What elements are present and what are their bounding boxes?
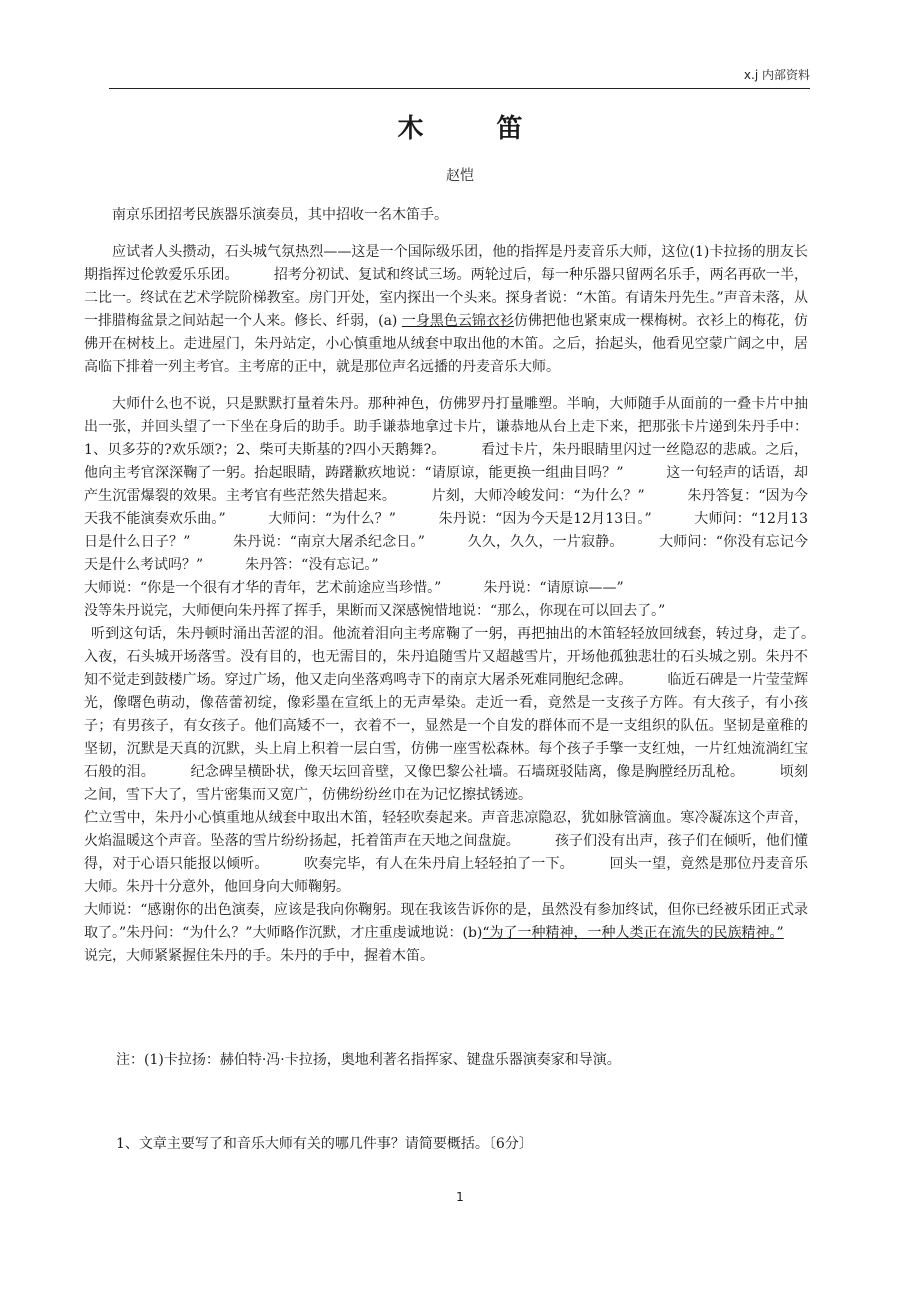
intro-block [84, 204, 808, 227]
paragraph-7 [84, 899, 826, 968]
paragraph-5: 听到这句话，朱丹顿时涌出苦涩的泪。他流着泪向主考席鞠了一躬，再把抽出的木笛轻轻放回绒套，转过身，走了。 入夜，石头城开场落雪。没有目的，也无需目的，朱丹追随雪片又超越雪片，开场他孤独悲壮的石头城之别。朱丹不知不觉走到鼓楼广场。穿过广场，他又走向坐落鸡鸣寺下的南京大屠杀死难同胞纪念碑。 临近石碑是一片莹莹辉光，像曙色萌动，像蓓蕾初绽，像彩墨在宣纸上的无声晕染。走近一看，竟然是一支孩子方阵。有大孩子，有小孩子；有男孩子，有女孩子。他们高矮不一，衣着不一，显然是一个自发的群体而不是一支组织的队伍。坚韧是童稚的坚韧，沉默是天真的沉默，头上肩上积着一层白雪，仿佛一座雪松森林。每个孩子手擎一支红烛，一片红烛流淌红宝石般的泪。 纪念碑呈横卧状，像天坛回音壁，又像巴黎公社墙。石墙斑驳陆离，像是胸膛经历乱枪。 顷刻之间，雪下大了，雪片密集而又宽广，仿佛纷纷丝巾在为记忆擦拭锈迹。 [84, 626, 850, 803]
article-title: 木 笛 [397, 114, 555, 144]
paragraph-1-text-b: 仿佛把他也紧束成一棵梅树。衣衫上的梅花，仿佛开在树枝上。走进屋门，朱丹站定，小心慎重地从绒套中取出他的木笛。之后，抬起头，他看见空蒙广阔之中，居高临下排着一列主考官。主考席的正中，就是那位声名远播的丹麦音乐大师。 [84, 313, 809, 375]
paragraph-1-text-a: 应试者人头攒动，石头城气氛热烈——这是一个国际级乐团，他的指挥是丹麦音乐大师，这位(1)卡拉扬的朋友长期指挥过伦敦爱乐乐团。 招考分初试、复试和终试三场。两轮过后，每一种乐器只留两名乐手，两名再砍一半，二比一。终试在艺术学院阶梯教室。房门开处，室内探出一个头来。探身者说：“木笛。有请朱丹先生。”声音未落，从一排腊梅盆景之间站起一个人来。修长、纤弱， [84, 244, 808, 329]
article-author: 赵恺 [446, 168, 474, 184]
intro-paragraph: 南京乐团招考民族器乐演奏员，其中招收一名木笛手。 [112, 207, 448, 223]
paragraph-2: 大师什么也不说，只是默默打量着朱丹。那种神色，仿佛罗丹打量雕塑。半晌，大师随手从面前的一叠卡片中抽出一张，并回头望了一下坐在身后的助手。助手谦恭地拿过卡片，谦恭地从台上走下来，把那张卡片递到朱丹手中：1、贝多芬的?欢乐颂?；2、柴可夫斯基的?四小天鹅舞?。 看过卡片，朱丹眼睛里闪过一丝隐忍的悲戚。之后，他向主考官深深鞠了一躬。抬起眼睛，踌躇歉疚地说：“请原谅，能更换一组曲目吗？” 这一句轻声的话语，却产生沉雷爆裂的效果。主考官有些茫然失措起来。 片刻，大师冷峻发问：“为什么？” 朱丹答复：“因为今天我不能演奏欢乐曲。” 大师问：“为什么？” 朱丹说：“因为今天是12月13日。” 大师问：“12月13日是什么日子？” 朱丹说：“南京大屠杀纪念日。” 久久，久久，一片寂静。 大师问：“你没有忘记今天是什么考试吗？” 朱丹答：“没有忘记。” [84, 396, 808, 573]
underlined-phrase-a: 一身黑色云锦衣衫 [401, 313, 514, 329]
page-number: 1 [456, 1190, 464, 1204]
paragraph-3: 大师说：“你是一个很有才华的青年，艺术前途应当珍惜。” 朱丹说：“请原谅——” [84, 580, 624, 596]
paragraph-1 [84, 241, 808, 379]
paragraph-4: 没等朱丹说完，大师便向朱丹挥了挥手，果断而又深感惋惜地说：“那么，你现在可以回去了。” [84, 603, 666, 619]
paragraph-7-text-a: 大师说：“感谢你的出色演奏，应该是我向你鞠躬。现在我该告诉你的是，虽然没有参加终试，但你已经被乐团正式录取了。”朱丹问：“为什么？”大师略作沉默，才庄重虔诚地说： [84, 902, 808, 941]
paragraph-gap [84, 379, 808, 393]
annotation-mark-a: (a) [378, 313, 402, 329]
footnote: 注：(1)卡拉扬：赫伯特·冯·卡拉扬，奥地利著名指挥家、键盘乐器演奏家和导演。 [116, 1052, 621, 1068]
article-body [84, 241, 850, 968]
paragraph-7-text-b: 说完，大师紧紧握住朱丹的手。朱丹的手中，握着木笛。 [84, 925, 826, 964]
paragraph-6: 伫立雪中，朱丹小心慎重地从绒套中取出木笛，轻轻吹奏起来。声音悲凉隐忍，犹如脉管滴血。寒冷凝冻这个声音，火焰温暖这个声音。坠落的雪片纷纷扬起，托着笛声在天地之间盘旋。 孩子们没有出声，孩子们在倾听，他们懂得，对于心语只能报以倾听。 吹奏完毕，有人在朱丹肩上轻轻拍了一下。 回头一望，竟然是那位丹麦音乐大师。朱丹十分意外，他回身向大师鞠躬。 [84, 810, 808, 895]
underlined-phrase-b: “为了一种精神，一种人类正在流失的民族精神。” [482, 925, 784, 941]
header-divider [109, 88, 810, 89]
question-1: 1、文章主要写了和音乐大师有关的哪几件事？请简要概括。〔6分〕 [116, 1136, 533, 1152]
annotation-mark-b: (b) [462, 925, 483, 941]
header-tag: x.j 内部资料 [743, 68, 810, 82]
